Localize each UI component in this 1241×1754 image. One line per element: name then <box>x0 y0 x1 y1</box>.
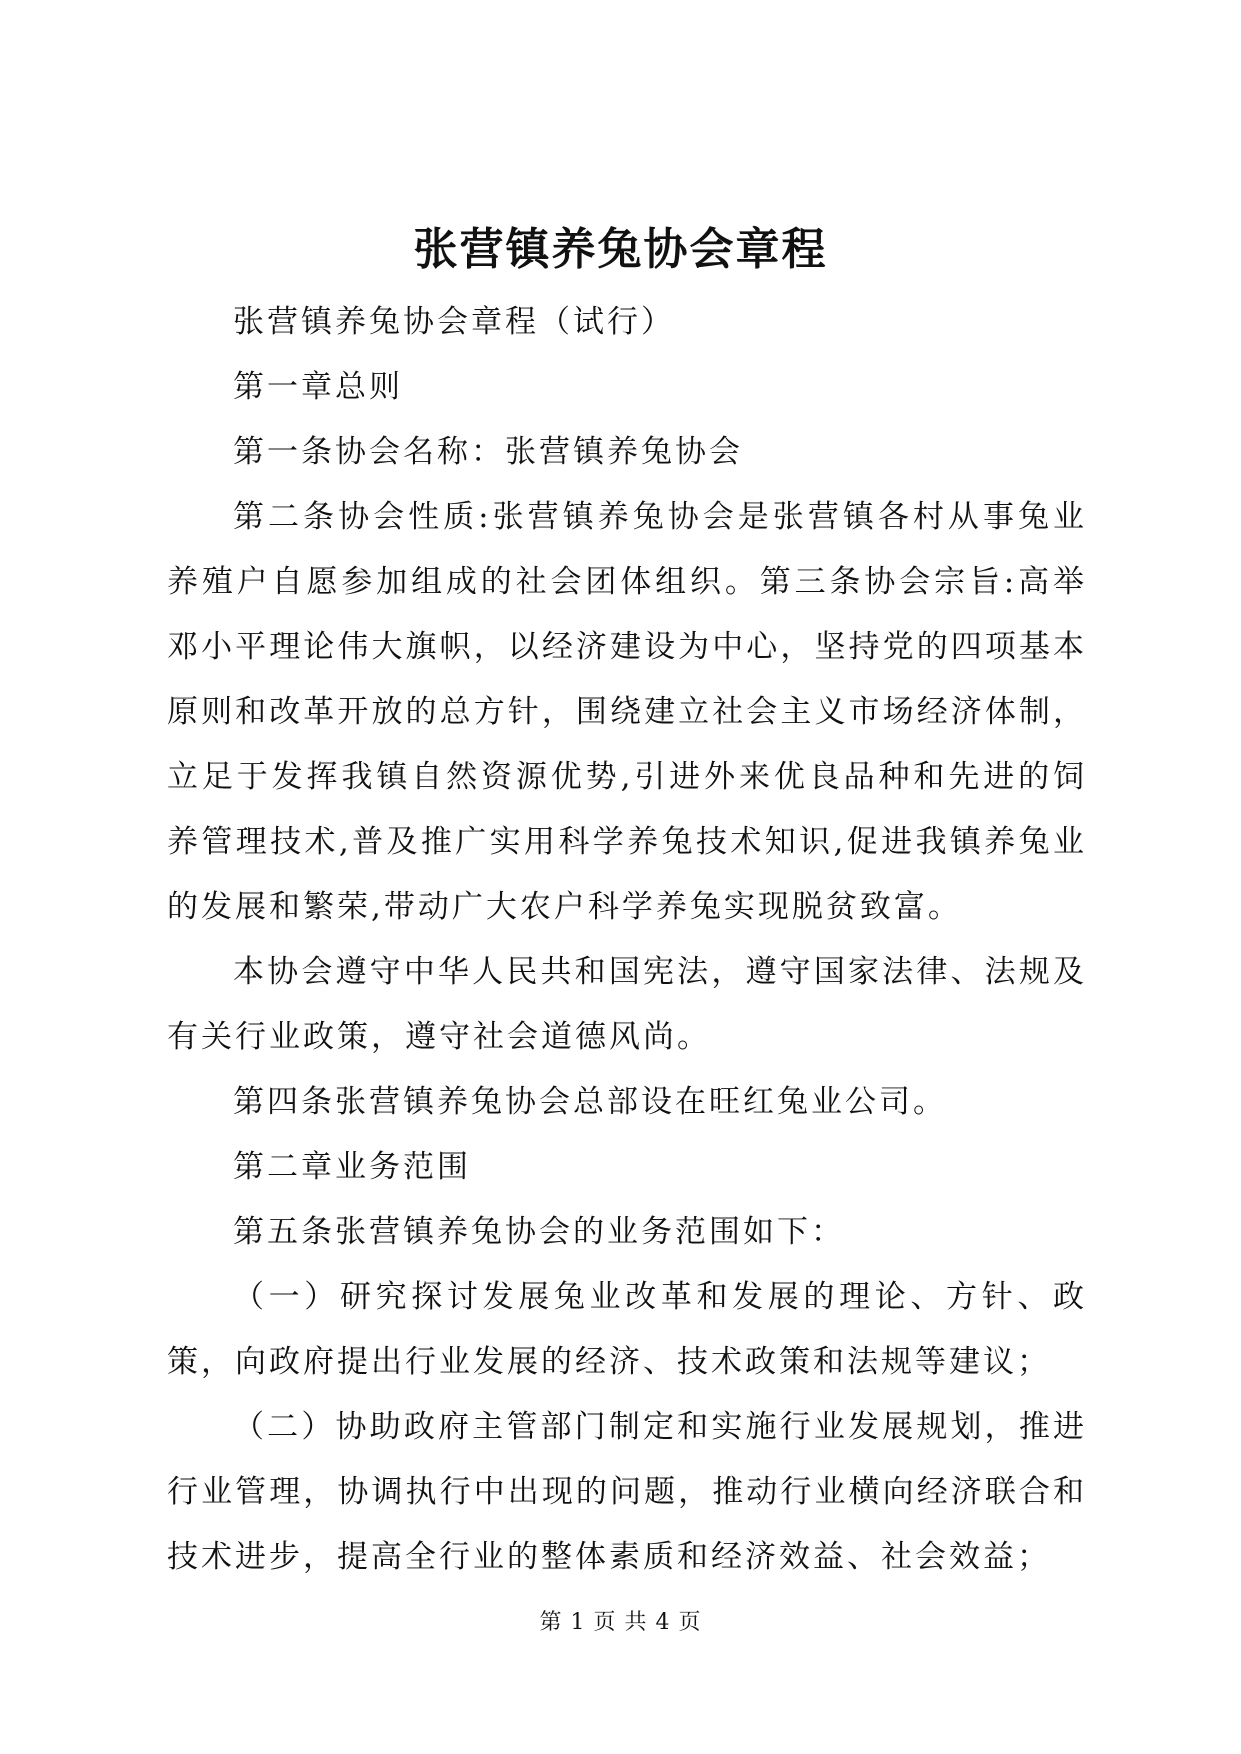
article-paragraph: 第二条协会性质:张营镇养兔协会是张营镇各村从事兔业养殖户自愿参加组成的社会团体组织。第三条协会宗旨:高举邓小平理论伟大旗帜，以经济建设为中心，坚持党的四项基本原则和改革开放的总方针，围绕建立社会主义市场经济体制，立足于发挥我镇自然资源优势,引进外来优良品种和先进的饲养管理技术,普及推广实用科学养兔技术知识,促进我镇养兔业的发展和繁荣,带动广大农户科学养兔实现脱贫致富。 <box>167 499 1087 925</box>
article-paragraph: 第五条张营镇养兔协会的业务范围如下： <box>233 1214 845 1250</box>
chapter-heading: 第二章业务范围 <box>233 1149 471 1185</box>
list-item: （二）协助政府主管部门制定和实施行业发展规划，推进行业管理，协调执行中出现的问题，推动行业横向经济联合和技术进步，提高全行业的整体素质和经济效益、社会效益； <box>167 1409 1087 1575</box>
page-footer: 第 1 页 共 4 页 <box>539 1610 702 1635</box>
article-paragraph: 本协会遵守中华人民共和国宪法，遵守国家法律、法规及有关行业政策，遵守社会道德风尚。 <box>167 954 1087 1055</box>
list-item: （一）研究探讨发展兔业改革和发展的理论、方针、政策，向政府提出行业发展的经济、技术政策和法规等建议； <box>167 1279 1087 1380</box>
document-body <box>167 290 1087 1590</box>
subtitle-paragraph: 张营镇养兔协会章程（试行） <box>233 304 675 340</box>
document-title: 张营镇养兔协会章程 <box>413 224 828 275</box>
chapter-heading: 第一章总则 <box>233 369 403 405</box>
article-paragraph: 第四条张营镇养兔协会总部设在旺红兔业公司。 <box>233 1084 947 1120</box>
article-paragraph: 第一条协会名称：张营镇养兔协会 <box>233 434 743 470</box>
